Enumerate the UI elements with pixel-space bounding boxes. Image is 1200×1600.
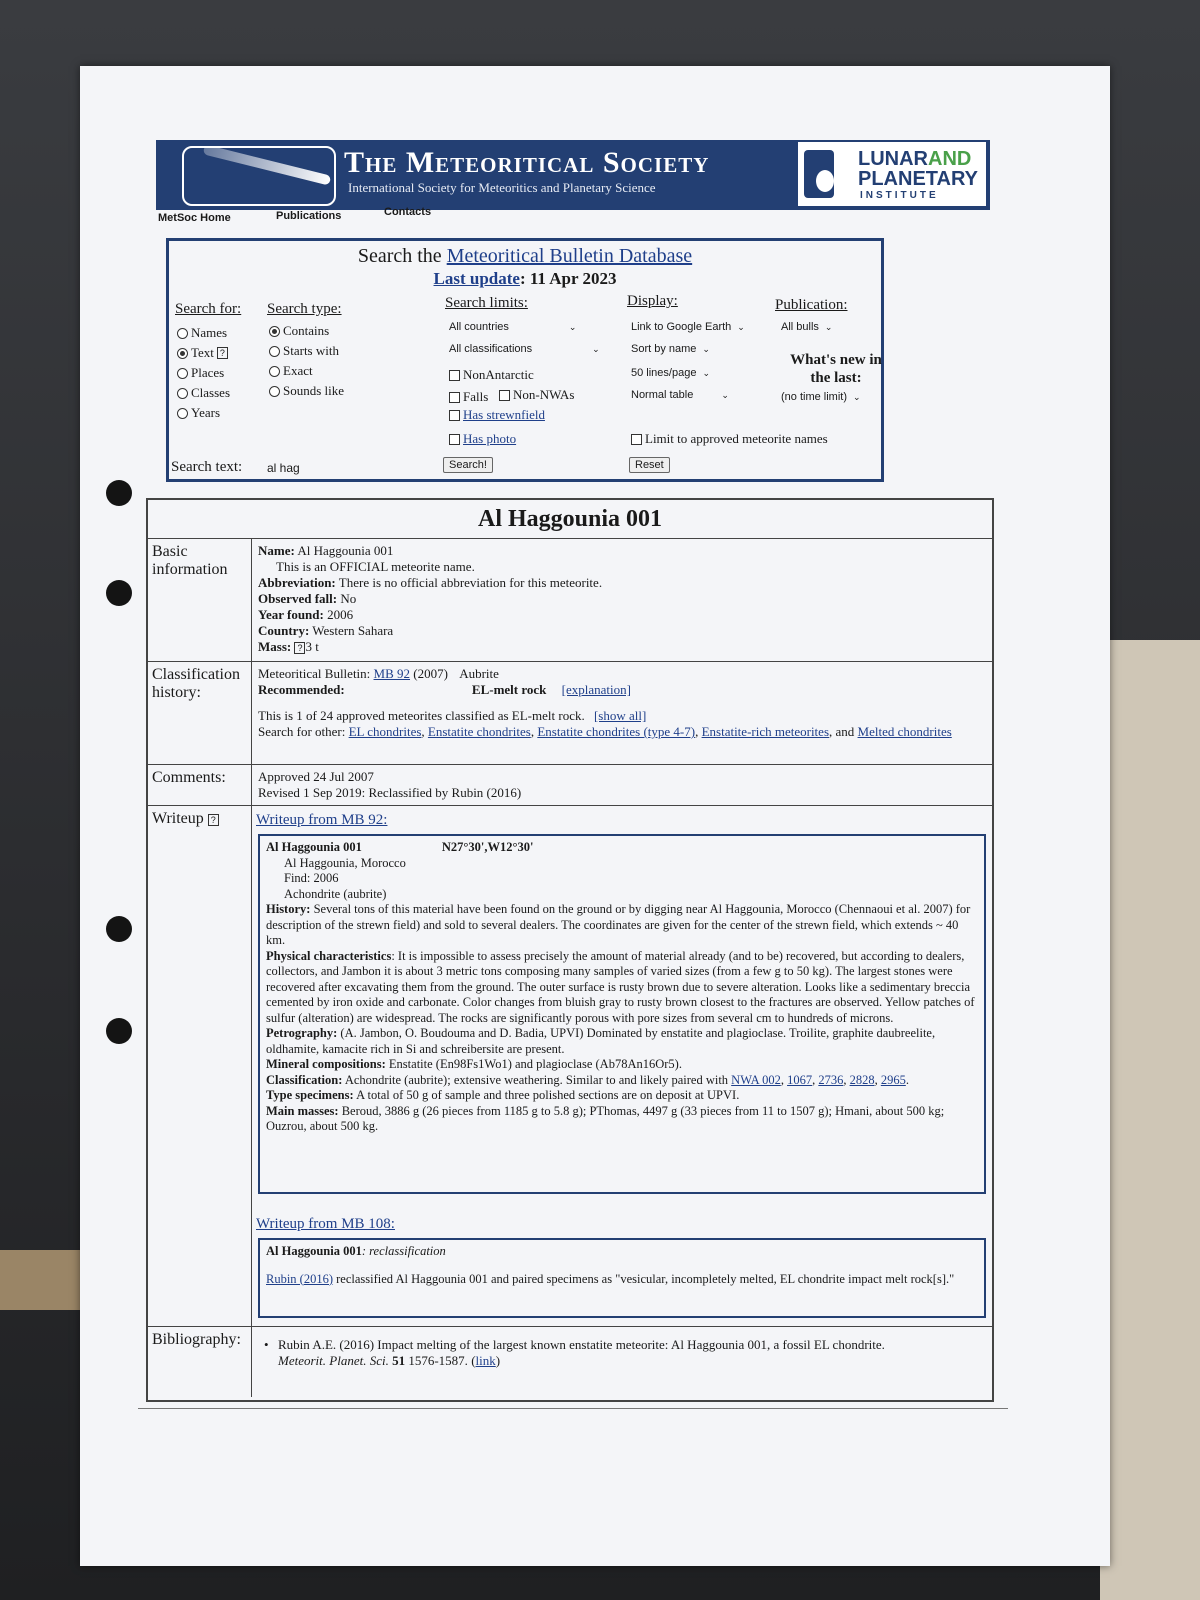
enstatite-rich-link[interactable]: Enstatite-rich meteorites: [701, 724, 830, 739]
nwa2828-link[interactable]: 2828: [849, 1072, 875, 1087]
writeup-mb108-heading[interactable]: Writeup from MB 108:: [256, 1216, 395, 1232]
radio-exact[interactable]: Exact: [269, 363, 313, 379]
lpi-name-line1: LUNARAND: [858, 148, 972, 170]
search-type-heading: Search type:: [267, 301, 342, 317]
classification-row: [148, 662, 992, 765]
enstatite-chondrites-link[interactable]: Enstatite chondrites: [427, 724, 531, 739]
basic-info-cell: Name: Al Haggounia 001 This is an OFFICIAL meteorite name. Abbreviation: There is no official abbreviation for this meteorite. Observed fall: No Year found: 2006 Country: Western Sahara Mass: ? 3 t: [258, 543, 603, 654]
search-title: Search the Meteoritical Bulletin Database: [357, 245, 693, 267]
classification-select[interactable]: All classifications ⌄: [449, 343, 600, 355]
record-title: Al Haggounia 001: [148, 500, 992, 539]
help-icon[interactable]: ?: [208, 814, 219, 826]
whats-new-label: What's new in the last:: [790, 352, 882, 386]
sort-select[interactable]: Sort by name ⌄: [631, 343, 710, 355]
punch-hole: [106, 580, 132, 606]
comments-cell: Approved 24 Jul 2007 Revised 1 Sep 2019: Reclassified by Rubin (2016): [258, 769, 522, 800]
bibliography-row: [148, 1327, 992, 1397]
writeup-mb92-heading[interactable]: Writeup from MB 92:: [256, 812, 388, 828]
footer-divider: [138, 1408, 1008, 1409]
nwa2736-link[interactable]: 2736: [818, 1072, 844, 1087]
basic-info-label: Basic information: [148, 539, 252, 661]
search-text-input[interactable]: al hag: [267, 461, 300, 475]
radio-text[interactable]: Text ?: [177, 345, 228, 361]
search-limits-heading: Search limits:: [445, 295, 528, 311]
country-select[interactable]: All countries ⌄: [449, 321, 577, 333]
bibliography-link[interactable]: link: [475, 1353, 496, 1368]
writeup-label: Writeup ?: [148, 806, 252, 1326]
time-limit-select[interactable]: (no time limit) ⌄: [781, 391, 861, 403]
search-button[interactable]: Search!: [443, 457, 493, 473]
publication-select[interactable]: All bulls ⌄: [781, 321, 833, 333]
bibliography-label: Bibliography:: [148, 1327, 252, 1397]
nwa002-link[interactable]: NWA 002: [731, 1072, 781, 1087]
help-icon: ?: [217, 347, 228, 359]
punch-hole: [106, 1018, 132, 1044]
reset-button[interactable]: Reset: [629, 457, 670, 473]
explanation-link[interactable]: [explanation]: [561, 682, 631, 697]
society-title: The Meteoritical Society: [344, 146, 710, 179]
writeup-row: [148, 806, 992, 1327]
publication-heading: Publication:: [775, 297, 848, 313]
radio-places[interactable]: Places: [177, 365, 224, 381]
search-panel: [166, 238, 884, 482]
radio-classes[interactable]: Classes: [177, 385, 230, 401]
bulletin-database-link[interactable]: Meteoritical Bulletin Database: [446, 245, 693, 267]
radio-contains[interactable]: Contains: [269, 323, 329, 339]
basic-info-row: [148, 539, 992, 662]
nav-contacts[interactable]: Contacts: [384, 206, 432, 218]
printed-page: [80, 66, 1110, 1566]
show-all-link[interactable]: [show all]: [593, 708, 647, 723]
writeup-mb108-box: Al Haggounia 001: reclassification Rubin (2016) reclassified Al Haggounia 001 and paired specimens as "vesicular, incompletely melted, EL chondrite impact melt rock[s].": [258, 1238, 986, 1318]
el-chondrites-link[interactable]: EL chondrites: [348, 724, 422, 739]
table-select[interactable]: Normal table ⌄: [631, 389, 729, 401]
enstatite-type47-link[interactable]: Enstatite chondrites (type 4-7): [537, 724, 696, 739]
rubin-2016-link[interactable]: Rubin (2016): [266, 1271, 334, 1286]
radio-sounds-like[interactable]: Sounds like: [269, 383, 344, 399]
help-icon[interactable]: ?: [294, 642, 305, 654]
comments-row: [148, 765, 992, 806]
link-select[interactable]: Link to Google Earth ⌄: [631, 321, 745, 333]
nav-publications[interactable]: Publications: [276, 210, 342, 222]
society-subtitle: International Society for Meteoritics and Planetary Science: [348, 180, 656, 195]
nwa2965-link[interactable]: 2965: [880, 1072, 906, 1087]
radio-starts-with[interactable]: Starts with: [269, 343, 339, 359]
comments-label: Comments:: [148, 765, 252, 805]
meteorite-record: [146, 498, 994, 1402]
lines-select[interactable]: 50 lines/page ⌄: [631, 367, 710, 379]
classification-label: Classification history:: [148, 662, 252, 764]
lpi-logo[interactable]: [798, 142, 986, 206]
site-banner: [156, 140, 990, 210]
search-for-heading: Search for:: [175, 301, 242, 317]
search-text-label: Search text:: [171, 459, 243, 475]
background-floor: [1100, 640, 1200, 1600]
lpi-name-line3: INSTITUTE: [860, 190, 939, 201]
nonantarctic-checkbox[interactable]: NonAntarctic: [449, 367, 534, 383]
lpi-name-line2: PLANETARY: [858, 168, 978, 190]
strewnfield-checkbox[interactable]: Has strewnfield: [449, 407, 545, 423]
non-nwas-checkbox[interactable]: Non-NWAs: [499, 387, 574, 403]
punch-hole: [106, 916, 132, 942]
punch-hole: [106, 480, 132, 506]
comet-logo-icon[interactable]: [182, 146, 336, 206]
display-heading: Display:: [627, 293, 678, 309]
last-update: Last update: 11 Apr 2023: [433, 269, 617, 288]
last-update-link[interactable]: Last update: [433, 269, 520, 288]
classification-cell: Meteoritical Bulletin: MB 92 (2007) Aubrite Recommended: EL-melt rock [explanation] This is 1 of 24 approved meteorites classified as EL-melt rock. [show all] Search for other: EL chondrites, Enstatite chondrites, Enstatite chondrites (type 4-7), Enstatite-rich meteorites, and Melted chondrites: [258, 666, 952, 739]
lpi-moon-icon: [804, 150, 834, 198]
melted-chondrites-link[interactable]: Melted chondrites: [857, 724, 952, 739]
falls-checkbox[interactable]: Falls: [449, 389, 488, 405]
limit-approved-checkbox[interactable]: Limit to approved meteorite names: [631, 431, 828, 447]
photo-checkbox[interactable]: Has photo: [449, 431, 516, 447]
mb92-link[interactable]: MB 92: [373, 666, 411, 681]
radio-names[interactable]: Names: [177, 325, 227, 341]
radio-years[interactable]: Years: [177, 405, 220, 421]
nwa1067-link[interactable]: 1067: [787, 1072, 813, 1087]
writeup-mb92-box: Al Haggounia 001 N27°30',W12°30' Al Haggounia, Morocco Find: 2006 Achondrite (aubrite) History: Several tons of this material have been found on the ground or by digging near Al Haggounia, Morocco (Chennaoui et al. 2007) for description of the strewn field) and sold to several dealers. The coordinates are given for the center of the strewn field, which extends ~ 40 km. Physical characteristics: It is impossible to assess precisely the amount of material already (and to be) recovered, but according to dealers, collectors, and Jambon it is about 3 metric tons composing many samples of varied sizes (from a few g to 50 kg). The largest stones were recovered after excavating them from the ground. The outer surface is rusty brown due to severe alteration. Looks like a sedimentary breccia cemented by iron oxide and carbonate. Color changes from bluish gray to rusty brown closest to the fractures are observed. Yellow patches of sulfur (alteration) are widespread. The rocks are significantly porous with pore sizes from several cm to hundreds of microns. Petrography: (A. Jambon, O. Boudouma and D. Badia, UPVI) Dominated by enstatite and plagioclase. Troilite, graphite daubreelite, oldhamite, kamacite rich in Si and schreibersite are present. Mineral compositions: Enstatite (En98Fs1Wo1) and plagioclase (Ab78An16Or5). Classification: Achondrite (aubrite); extensive weathering. Similar to and likely paired with NWA 002, 1067, 2736, 2828, 2965. Type specimens: A total of 50 g of sample and three polished sections are on deposit at UPVI. Main masses: Beroud, 3886 g (26 pieces from 1185 g to 5.8 g); PThomas, 4497 g (33 pieces from 11 to 1507 g); Hmani, about 500 kg; Ouzrou, about 500 kg.: [258, 834, 986, 1194]
nav-metsoc-home[interactable]: MetSoc Home: [158, 212, 231, 224]
bibliography-entry: • Rubin A.E. (2016) Impact melting of the largest known enstatite meteorite: Al Haggounia 001, a fossil EL chondrite. Meteorit. Planet. Sci. 51 1576-1587. (link): [278, 1337, 978, 1369]
